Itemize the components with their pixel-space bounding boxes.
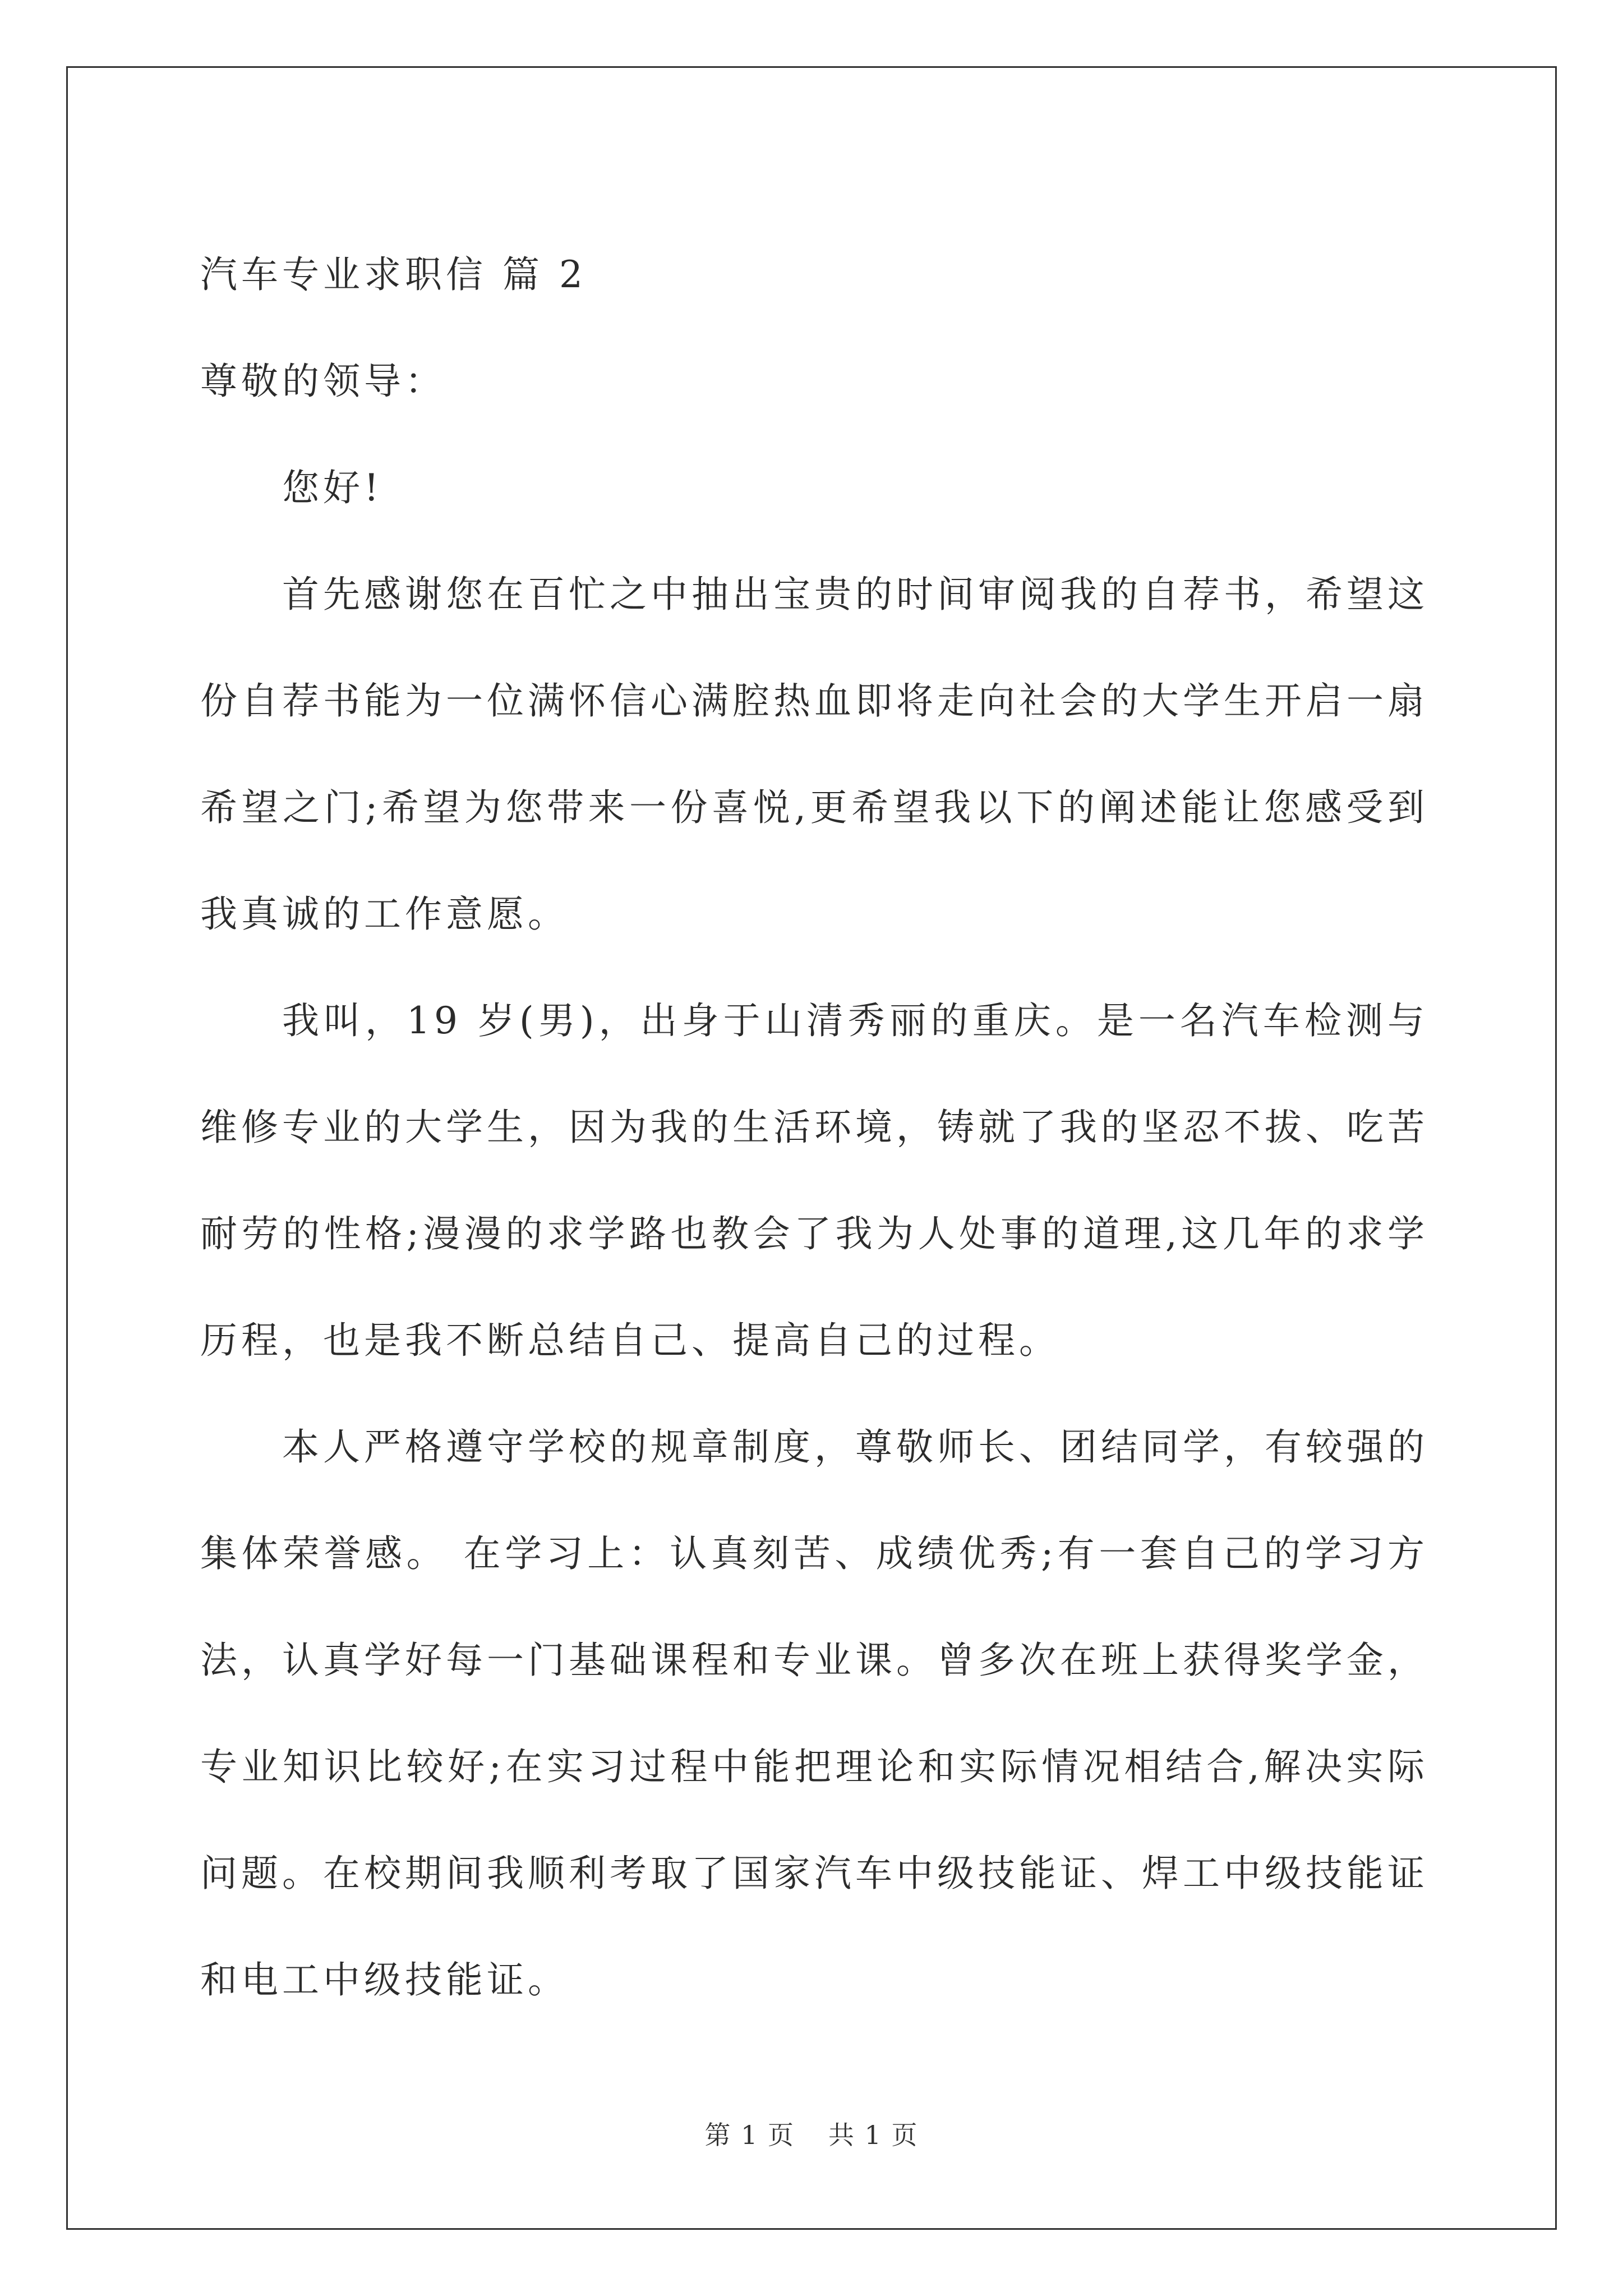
page-total: 共 1 页 [828, 2120, 919, 2150]
page-footer [0, 2115, 1623, 2152]
paragraph-background: 我叫，19 岁(男)，出身于山清秀丽的重庆。是一名汽车检测与维修专业的大学生，因为我的生活环境，铸就了我的坚忍不拔、吃苦耐劳的性格;漫漫的求学路也教会了我为人处事的道理,这几年的求学历程，也是我不断总结自己、提高自己的过程。 [200, 999, 1428, 1362]
greeting: 您好! [282, 466, 383, 509]
paragraph-achievements: 本人严格遵守学校的规章制度，尊敬师长、团结同学，有较强的集体荣誉感。 在学习上：认真刻苦、成绩优秀;有一套自己的学习方法，认真学好每一门基础课程和专业课。曾多次在班上获得奖学金，专业知识比较好;在实习过程中能把理论和实际情况相结合,解决实际问题。在校期间我顺利考取了国家汽车中级技能证、焊工中级技能证和电工中级技能证。 [200, 1425, 1428, 2001]
document-title: 汽车专业求职信 篇 2 [200, 253, 587, 296]
paragraph-intro: 首先感谢您在百忙之中抽出宝贵的时间审阅我的自荐书，希望这份自荐书能为一位满怀信心满腔热血即将走向社会的大学生开启一扇希望之门;希望为您带来一份喜悦,更希望我以下的阐述能让您感受到我真诚的工作意愿。 [200, 573, 1428, 936]
page-number: 第 1 页 [704, 2120, 795, 2150]
salutation: 尊敬的领导： [200, 360, 446, 403]
document-body [200, 222, 1428, 2033]
